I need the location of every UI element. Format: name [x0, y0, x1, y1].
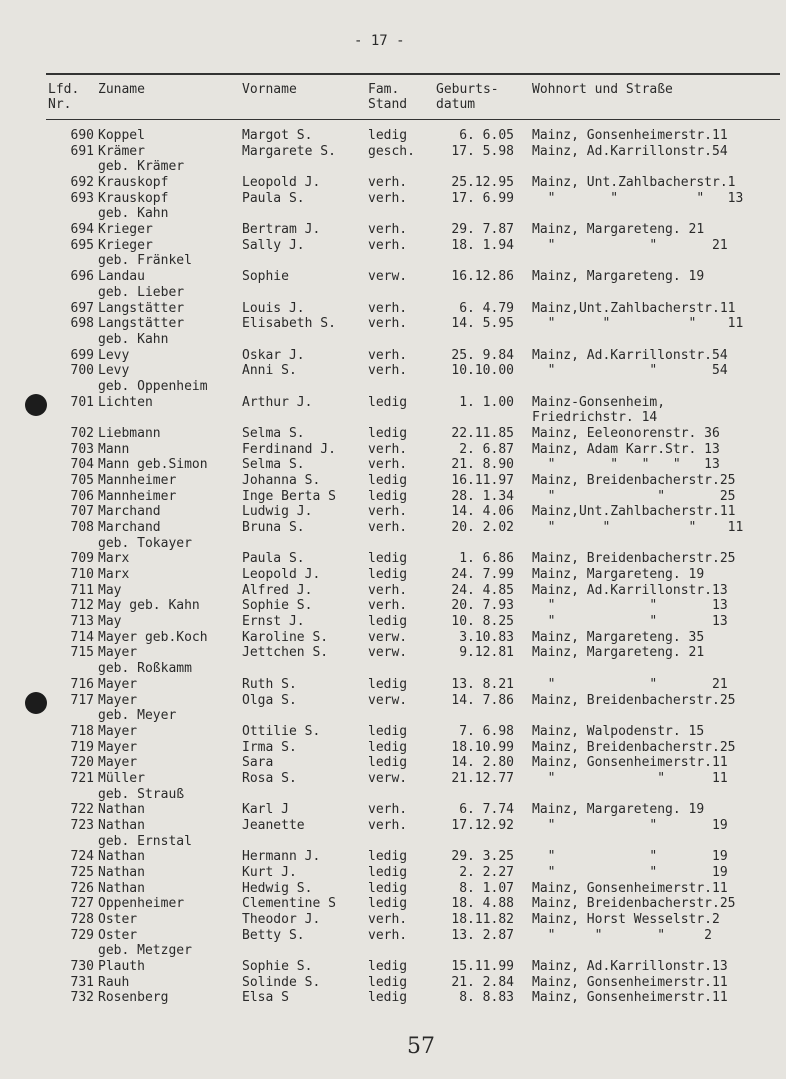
family-status: ledig	[368, 394, 408, 410]
entry-number: 707	[70, 504, 94, 520]
birth-date: 17. 6.99	[451, 190, 514, 206]
entry-number: 691	[70, 143, 94, 159]
surname: Mannheimer	[98, 473, 177, 488]
first-name: Hedwig S.	[242, 880, 313, 896]
birth-date: 14. 7.86	[451, 692, 514, 708]
birth-date: 18. 1.94	[451, 237, 514, 253]
entry-number: 729	[70, 927, 94, 943]
birth-date: 16.12.86	[451, 269, 514, 285]
surname: Landau	[98, 269, 145, 285]
entry-number: 722	[70, 802, 94, 818]
surname: Marx	[98, 567, 130, 582]
entry-number: 720	[70, 755, 94, 771]
birth-date: 29. 7.87	[451, 222, 514, 238]
residence-address: " " " " 13	[532, 457, 720, 473]
family-status: ledig	[368, 567, 408, 582]
entry-number: 716	[70, 676, 94, 692]
first-name: Karoline S.	[242, 629, 329, 645]
residence-address: Mainz, Gonsenheimerstr.11	[532, 974, 728, 990]
family-status: verh.	[368, 175, 408, 190]
first-name: Karl J	[242, 802, 289, 818]
header-wohnort: Wohnort und Straße	[532, 82, 673, 97]
residence-address: Mainz-Gonsenheim,	[532, 394, 666, 410]
surname: geb. Roßkamm	[98, 661, 192, 677]
first-name: Kurt J.	[242, 865, 297, 880]
surname: Rauh	[98, 974, 130, 990]
family-status: verw.	[368, 770, 408, 786]
first-name: Betty S.	[242, 927, 305, 943]
first-name: Anni S.	[242, 363, 297, 379]
entry-number: 710	[70, 567, 94, 582]
surname: geb. Kahn	[98, 206, 169, 222]
residence-address: " " 11	[532, 770, 728, 786]
surname: Mayer	[98, 676, 138, 692]
birth-date: 25.12.95	[451, 175, 514, 190]
entry-number: 714	[70, 629, 94, 645]
surname: geb. Fränkel	[98, 253, 192, 269]
residence-address: Mainz, Adam Karr.Str. 13	[532, 441, 720, 457]
birth-date: 14. 5.95	[451, 316, 514, 332]
residence-address: Mainz, Margareteng. 21	[532, 222, 705, 238]
residence-address: Mainz, Margareteng. 19	[532, 269, 705, 285]
residence-address: " " " 11	[532, 520, 744, 535]
first-name: Rosa S.	[242, 770, 297, 786]
residence-address: Mainz,Unt.Zahlbacherstr.11	[532, 300, 736, 316]
surname: geb. Meyer	[98, 708, 177, 724]
birth-date: 15.11.99	[451, 959, 514, 974]
header-geburts: Geburts-	[436, 82, 499, 97]
header-datum: datum	[436, 97, 476, 112]
surname: Nathan	[98, 817, 145, 833]
header-top-rule	[46, 73, 780, 75]
entry-number: 713	[70, 614, 94, 630]
first-name: Ludwig J.	[242, 504, 313, 520]
residence-address: " " 13	[532, 614, 728, 630]
residence-address: " " 21	[532, 676, 728, 692]
entry-number: 693	[70, 190, 94, 206]
entry-number: 695	[70, 237, 94, 253]
residence-address: Mainz, Breidenbacherstr.25	[532, 551, 736, 567]
birth-date: 18. 4.88	[451, 896, 514, 912]
family-status: verh.	[368, 237, 408, 253]
residence-address: Mainz, Gonsenheimerstr.11	[532, 990, 728, 1006]
surname: May	[98, 582, 122, 598]
header-bottom-rule	[46, 119, 780, 120]
birth-date: 16.11.97	[451, 473, 514, 488]
surname: Mayer geb.Koch	[98, 629, 208, 645]
residence-address: Mainz, Walpodenstr. 15	[532, 723, 705, 739]
surname: Levy	[98, 363, 130, 379]
first-name: Selma S.	[242, 457, 305, 473]
punch-hole-icon	[25, 394, 47, 416]
family-status: verh.	[368, 441, 408, 457]
birth-date: 8. 8.83	[459, 990, 514, 1006]
birth-date: 10.10.00	[451, 363, 514, 379]
residence-address: " " " 2	[532, 927, 713, 943]
entry-number: 704	[70, 457, 94, 473]
first-name: Jeanette	[242, 817, 305, 833]
family-status: ledig	[368, 425, 408, 441]
birth-date: 20. 2.02	[451, 520, 514, 535]
first-name: Inge Berta S	[242, 488, 336, 504]
surname: Mayer	[98, 755, 138, 771]
family-status: verw.	[368, 269, 408, 285]
first-name: Paula S.	[242, 551, 305, 567]
family-status: gesch.	[368, 143, 415, 159]
birth-date: 3.10.83	[459, 629, 514, 645]
birth-date: 21. 2.84	[451, 974, 514, 990]
surname: geb. Kahn	[98, 331, 169, 347]
surname: Langstätter	[98, 300, 185, 316]
birth-date: 24. 4.85	[451, 582, 514, 598]
first-name: Alfred J.	[242, 582, 313, 598]
header-zuname: Zuname	[98, 82, 145, 97]
family-status: ledig	[368, 974, 408, 990]
family-status: verh.	[368, 598, 408, 614]
birth-date: 6. 6.05	[459, 128, 514, 143]
surname: geb. Tokayer	[98, 535, 192, 551]
family-status: ledig	[368, 723, 408, 739]
header-stand: Stand	[368, 97, 408, 112]
birth-date: 14. 4.06	[451, 504, 514, 520]
punch-hole-icon	[25, 692, 47, 714]
entry-number: 706	[70, 488, 94, 504]
surname: Krauskopf	[98, 175, 169, 190]
family-status: ledig	[368, 739, 408, 755]
entry-number: 697	[70, 300, 94, 316]
birth-date: 17. 5.98	[451, 143, 514, 159]
birth-date: 6. 7.74	[459, 802, 514, 818]
residence-address: Mainz, Gonsenheimerstr.11	[532, 128, 728, 143]
family-status: verh.	[368, 520, 408, 535]
birth-date: 28. 1.34	[451, 488, 514, 504]
birth-date: 21. 8.90	[451, 457, 514, 473]
residence-address: Mainz, Ad.Karrillonstr.13	[532, 582, 728, 598]
family-status: ledig	[368, 551, 408, 567]
residence-address: Mainz, Ad.Karrillonstr.54	[532, 347, 728, 363]
surname: Nathan	[98, 880, 145, 896]
first-name: Theodor J.	[242, 912, 321, 927]
family-status: verh.	[368, 300, 408, 316]
surname: Liebmann	[98, 425, 161, 441]
family-status: ledig	[368, 128, 408, 143]
birth-date: 24. 7.99	[451, 567, 514, 582]
first-name: Leopold J.	[242, 567, 321, 582]
birth-date: 1. 1.00	[459, 394, 514, 410]
residence-address: " " 54	[532, 363, 728, 379]
first-name: Irma S.	[242, 739, 297, 755]
header-lfd: Lfd.	[48, 82, 80, 97]
surname: Müller	[98, 770, 145, 786]
family-status: verw.	[368, 692, 408, 708]
surname: Mann geb.Simon	[98, 457, 208, 473]
family-status: ledig	[368, 865, 408, 880]
family-status: verh.	[368, 802, 408, 818]
surname: geb. Krämer	[98, 159, 185, 175]
surname: Rosenberg	[98, 990, 169, 1006]
surname: Marx	[98, 551, 130, 567]
residence-address: Mainz,Unt.Zahlbacherstr.11	[532, 504, 736, 520]
family-status: verh.	[368, 190, 408, 206]
birth-date: 13. 8.21	[451, 676, 514, 692]
entry-number: 708	[70, 520, 94, 535]
first-name: Louis J.	[242, 300, 305, 316]
family-status: verw.	[368, 645, 408, 661]
first-name: Hermann J.	[242, 849, 321, 865]
surname: Mayer	[98, 692, 138, 708]
surname: Mayer	[98, 739, 138, 755]
birth-date: 1. 6.86	[459, 551, 514, 567]
family-status: verh.	[368, 912, 408, 927]
entry-number: 698	[70, 316, 94, 332]
entry-number: 709	[70, 551, 94, 567]
surname: geb. Oppenheim	[98, 378, 208, 394]
first-name: Ferdinand J.	[242, 441, 336, 457]
footer-page-number: 57	[407, 1034, 435, 1059]
entry-number: 727	[70, 896, 94, 912]
surname: geb. Metzger	[98, 943, 192, 959]
residence-address: Mainz, Margareteng. 21	[532, 645, 705, 661]
first-name: Sophie	[242, 269, 289, 285]
family-status: ledig	[368, 959, 408, 974]
entry-number: 694	[70, 222, 94, 238]
first-name: Arthur J.	[242, 394, 313, 410]
first-name: Elsa S	[242, 990, 289, 1006]
entry-number: 724	[70, 849, 94, 865]
first-name: Olga S.	[242, 692, 297, 708]
entry-number: 715	[70, 645, 94, 661]
residence-address: " " 19	[532, 849, 728, 865]
residence-address: " " 19	[532, 817, 728, 833]
family-status: verw.	[368, 629, 408, 645]
first-name: Ottilie S.	[242, 723, 321, 739]
entry-number: 726	[70, 880, 94, 896]
family-status: ledig	[368, 488, 408, 504]
residence-address: Mainz, Horst Wesselstr.2	[532, 912, 720, 927]
residence-address: Friedrichstr. 14	[532, 410, 658, 426]
entry-number: 701	[70, 394, 94, 410]
entry-number: 711	[70, 582, 94, 598]
header-vorname: Vorname	[242, 82, 297, 97]
first-name: Sara	[242, 755, 274, 771]
birth-date: 14. 2.80	[451, 755, 514, 771]
entry-number: 690	[70, 128, 94, 143]
first-name: Margarete S.	[242, 143, 336, 159]
first-name: Sophie S.	[242, 959, 313, 974]
residence-address: Mainz, Gonsenheimerstr.11	[532, 880, 728, 896]
entry-number: 719	[70, 739, 94, 755]
entry-number: 696	[70, 269, 94, 285]
surname: May	[98, 614, 122, 630]
family-status: verh.	[368, 582, 408, 598]
birth-date: 21.12.77	[451, 770, 514, 786]
header-nr: Nr.	[48, 97, 72, 112]
entry-number: 721	[70, 770, 94, 786]
entry-number: 718	[70, 723, 94, 739]
birth-date: 8. 1.07	[459, 880, 514, 896]
first-name: Ernst J.	[242, 614, 305, 630]
first-name: Sophie S.	[242, 598, 313, 614]
surname: Nathan	[98, 849, 145, 865]
surname: Marchand	[98, 504, 161, 520]
surname: Mann	[98, 441, 130, 457]
surname: Plauth	[98, 959, 145, 974]
entry-number: 700	[70, 363, 94, 379]
residence-address: " " 25	[532, 488, 736, 504]
residence-address: " " 13	[532, 598, 728, 614]
birth-date: 25. 9.84	[451, 347, 514, 363]
surname: Nathan	[98, 802, 145, 818]
family-status: ledig	[368, 473, 408, 488]
first-name: Clementine S	[242, 896, 336, 912]
residence-address: Mainz, Margareteng. 35	[532, 629, 705, 645]
birth-date: 20. 7.93	[451, 598, 514, 614]
residence-address: Mainz, Breidenbacherstr.25	[532, 473, 736, 488]
entry-number: 732	[70, 990, 94, 1006]
residence-address: " " " 11	[532, 316, 744, 332]
surname: Oster	[98, 927, 138, 943]
surname: May geb. Kahn	[98, 598, 200, 614]
residence-address: " " 19	[532, 865, 728, 880]
surname: Mannheimer	[98, 488, 177, 504]
surname: geb. Lieber	[98, 284, 185, 300]
family-status: ledig	[368, 676, 408, 692]
surname: Krämer	[98, 143, 145, 159]
entry-number: 702	[70, 425, 94, 441]
surname: Nathan	[98, 865, 145, 880]
surname: Mayer	[98, 723, 138, 739]
surname: Koppel	[98, 128, 145, 143]
entry-number: 723	[70, 817, 94, 833]
entry-number: 692	[70, 175, 94, 190]
residence-address: " " " 13	[532, 190, 744, 206]
residence-address: " " 21	[532, 237, 728, 253]
first-name: Bruna S.	[242, 520, 305, 535]
entry-number: 725	[70, 865, 94, 880]
residence-address: Mainz, Breidenbacherstr.25	[532, 739, 736, 755]
family-status: verh.	[368, 457, 408, 473]
family-status: verh.	[368, 363, 408, 379]
family-status: ledig	[368, 880, 408, 896]
surname: Oster	[98, 912, 138, 927]
residence-address: Mainz, Breidenbacherstr.25	[532, 896, 736, 912]
first-name: Elisabeth S.	[242, 316, 336, 332]
surname: Krieger	[98, 222, 153, 238]
birth-date: 18.11.82	[451, 912, 514, 927]
residence-address: Mainz, Eeleonorenstr. 36	[532, 425, 720, 441]
entry-number: 699	[70, 347, 94, 363]
first-name: Leopold J.	[242, 175, 321, 190]
residence-address: Mainz, Unt.Zahlbacherstr.1	[532, 175, 736, 190]
first-name: Paula S.	[242, 190, 305, 206]
family-status: verh.	[368, 347, 408, 363]
surname: Mayer	[98, 645, 138, 661]
first-name: Bertram J.	[242, 222, 321, 238]
first-name: Jettchen S.	[242, 645, 329, 661]
surname: geb. Ernstal	[98, 833, 192, 849]
first-name: Solinde S.	[242, 974, 321, 990]
surname: Langstätter	[98, 316, 185, 332]
birth-date: 2. 6.87	[459, 441, 514, 457]
first-name: Margot S.	[242, 128, 313, 143]
birth-date: 7. 6.98	[459, 723, 514, 739]
first-name: Selma S.	[242, 425, 305, 441]
surname: Levy	[98, 347, 130, 363]
surname: geb. Strauß	[98, 786, 185, 802]
birth-date: 22.11.85	[451, 425, 514, 441]
birth-date: 9.12.81	[459, 645, 514, 661]
family-status: ledig	[368, 896, 408, 912]
family-status: verh.	[368, 504, 408, 520]
birth-date: 6. 4.79	[459, 300, 514, 316]
residence-address: Mainz, Margareteng. 19	[532, 567, 705, 582]
first-name: Sally J.	[242, 237, 305, 253]
residence-address: Mainz, Ad.Karrillonstr.13	[532, 959, 728, 974]
page-number: - 17 -	[354, 33, 405, 49]
entry-number: 730	[70, 959, 94, 974]
entry-number: 728	[70, 912, 94, 927]
entry-number: 703	[70, 441, 94, 457]
surname: Krieger	[98, 237, 153, 253]
family-status: verh.	[368, 927, 408, 943]
entry-number: 717	[70, 692, 94, 708]
residence-address: Mainz, Breidenbacherstr.25	[532, 692, 736, 708]
family-status: ledig	[368, 614, 408, 630]
first-name: Ruth S.	[242, 676, 297, 692]
birth-date: 29. 3.25	[451, 849, 514, 865]
residence-address: Mainz, Ad.Karrillonstr.54	[532, 143, 728, 159]
birth-date: 17.12.92	[451, 817, 514, 833]
family-status: verh.	[368, 817, 408, 833]
residence-address: Mainz, Gonsenheimerstr.11	[532, 755, 728, 771]
entry-number: 705	[70, 473, 94, 488]
family-status: ledig	[368, 849, 408, 865]
family-status: ledig	[368, 755, 408, 771]
first-name: Oskar J.	[242, 347, 305, 363]
birth-date: 18.10.99	[451, 739, 514, 755]
family-status: ledig	[368, 990, 408, 1006]
surname: Oppenheimer	[98, 896, 185, 912]
entry-number: 731	[70, 974, 94, 990]
entry-number: 712	[70, 598, 94, 614]
surname: Lichten	[98, 394, 153, 410]
surname: Krauskopf	[98, 190, 169, 206]
surname: Marchand	[98, 520, 161, 535]
residence-address: Mainz, Margareteng. 19	[532, 802, 705, 818]
first-name: Johanna S.	[242, 473, 321, 488]
birth-date: 13. 2.87	[451, 927, 514, 943]
birth-date: 2. 2.27	[459, 865, 514, 880]
birth-date: 10. 8.25	[451, 614, 514, 630]
family-status: verh.	[368, 316, 408, 332]
header-fam: Fam.	[368, 82, 400, 97]
family-status: verh.	[368, 222, 408, 238]
